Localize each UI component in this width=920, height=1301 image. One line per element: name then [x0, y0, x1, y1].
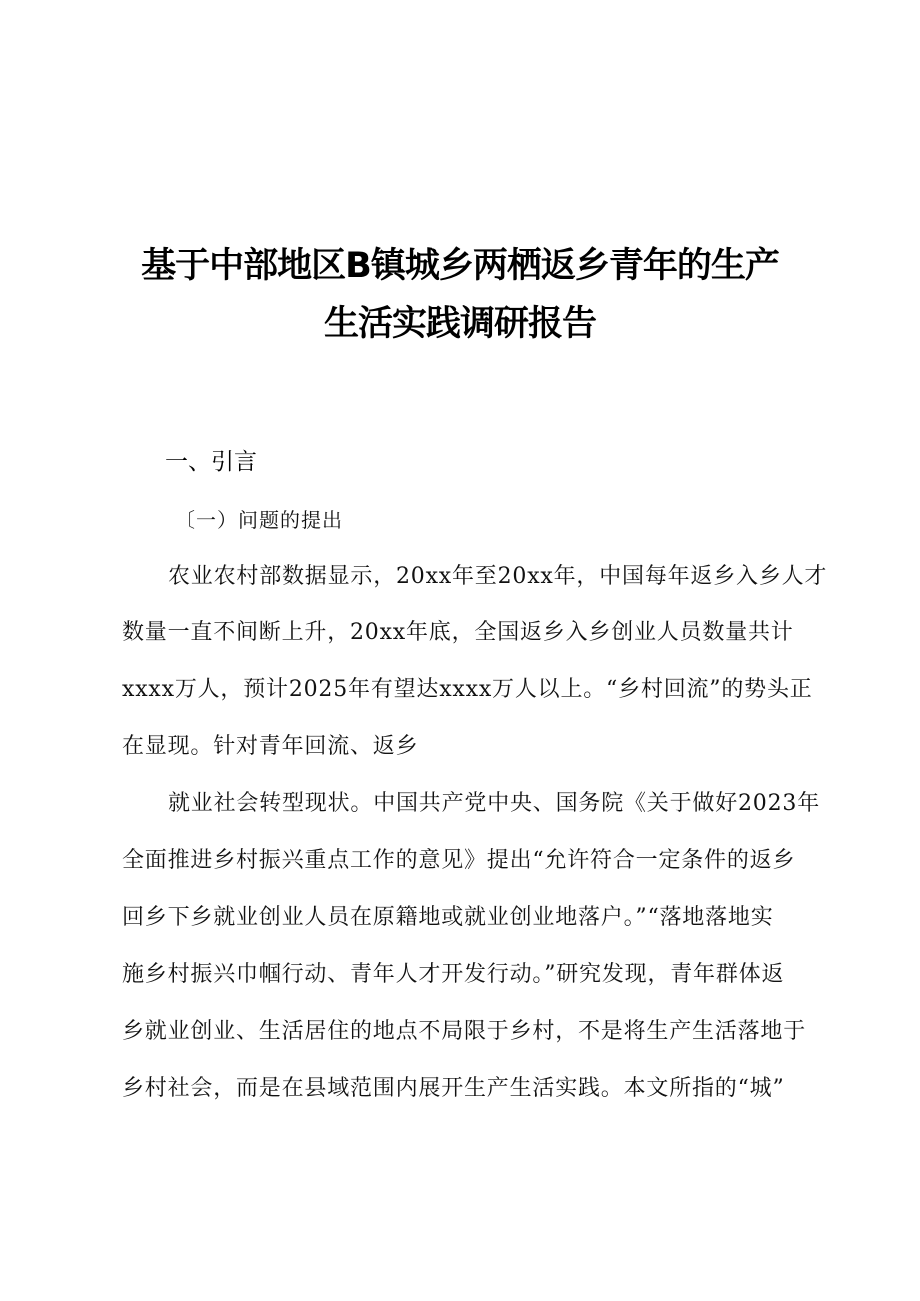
subsection-heading-problem: 〔一）问题的提出: [175, 508, 343, 532]
paragraph-1-line-4: 在显现。针对青年回流、返乡: [122, 734, 419, 759]
section-heading-introduction: 一、引言: [165, 449, 257, 475]
document-title-line-2: 生活实践调研报告: [323, 304, 596, 344]
paragraph-2-line-6: 乡村社会，而是在县域范围内展开生产生活实践。本文所指的“城”: [122, 1076, 785, 1101]
paragraph-1-line-1: 农业农村部数据显示，20xx年至20xx年，中国每年返乡入乡人才: [168, 564, 828, 589]
paragraph-2-line-3: 回乡下乡就业创业人员在原籍地或就业创业地落户。”“落地落地实: [122, 905, 774, 930]
document-title-line-1: 基于中部地区B镇城乡两栖返乡青年的生产: [141, 246, 779, 286]
paragraph-1-line-3: xxxx万人，预计2025年有望达xxxx万人以上。“乡村回流”的势头正: [122, 677, 813, 702]
paragraph-2-line-4: 施乡村振兴巾帼行动、青年人才开发行动。”研究发现，青年群体返: [122, 962, 785, 987]
paragraph-1-line-2: 数量一直不间断上升，20xx年底，全国返乡入乡创业人员数量共计: [122, 620, 794, 645]
paragraph-2-line-5: 乡就业创业、生活居住的地点不局限于乡村，不是将生产生活落地于: [122, 1019, 807, 1044]
paragraph-2-line-1: 就业社会转型现状。中国共产党中央、国务院《关于做好2023年: [168, 791, 820, 816]
paragraph-2-line-2: 全面推进乡村振兴重点工作的意见》提出“允许符合一定条件的返乡: [122, 848, 796, 873]
